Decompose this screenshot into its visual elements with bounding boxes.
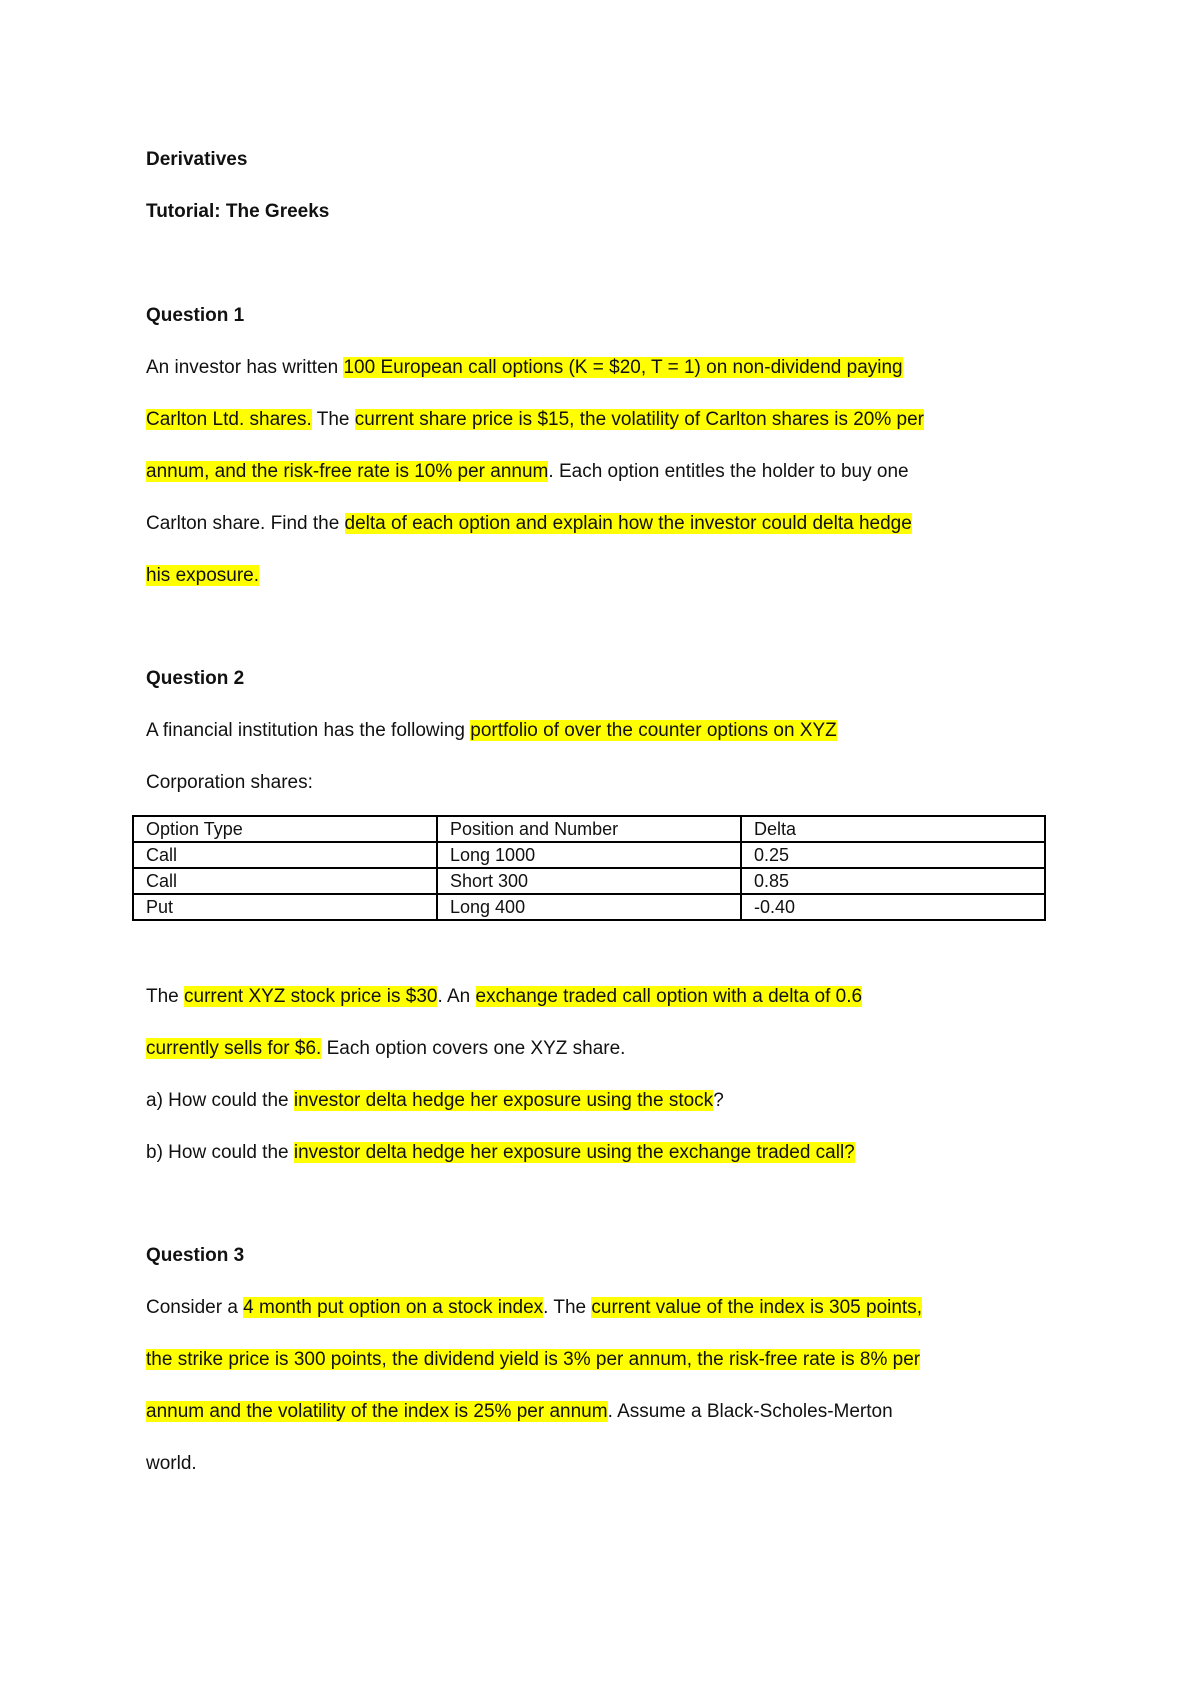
- text-run: a) How could the: [146, 1090, 294, 1111]
- highlighted-text: his exposure.: [146, 565, 260, 586]
- highlighted-text: current XYZ stock price is $30: [184, 986, 438, 1007]
- question-1-line-1: [146, 354, 903, 382]
- text-run: The: [146, 986, 185, 1007]
- highlighted-text: currently sells for $6.: [146, 1038, 322, 1059]
- text-run: . An: [437, 986, 476, 1007]
- highlighted-text: current value of the index is 305 points,: [591, 1297, 922, 1318]
- highlighted-text: portfolio of over the counter options on XYZ: [470, 720, 837, 741]
- table-header-row: [133, 816, 1045, 842]
- text-run: The: [311, 409, 355, 430]
- question-3-line-4: [146, 1450, 197, 1478]
- text-run: Consider a: [146, 1297, 244, 1318]
- document-title: Derivatives: [146, 149, 248, 170]
- question-1-line-5: [146, 562, 259, 590]
- question-3-line-1: [146, 1294, 922, 1322]
- highlighted-text: annum, and the risk-free rate is 10% per annum: [146, 461, 549, 482]
- text-run: . The: [543, 1297, 592, 1318]
- highlighted-text: investor delta hedge her exposure using the exchange traded call?: [293, 1142, 855, 1163]
- table-cell: 0.85: [741, 868, 1045, 894]
- highlighted-text: delta of each option and explain how the investor could delta hedge: [344, 513, 912, 534]
- table-row: [133, 842, 1045, 868]
- highlighted-text: 100 European call options (K = $20, T = 1) on non-dividend paying: [343, 357, 903, 378]
- text-run: world.: [146, 1453, 197, 1474]
- options-portfolio-table: [132, 815, 1046, 921]
- question-1-line-4: [146, 510, 912, 538]
- table-cell: Call: [133, 842, 437, 868]
- table-cell: Put: [133, 894, 437, 920]
- table-cell: Long 400: [437, 894, 741, 920]
- table-cell: Long 1000: [437, 842, 741, 868]
- question-2-line-1: [146, 717, 837, 745]
- highlighted-text: Carlton Ltd. shares.: [146, 409, 312, 430]
- text-run: A financial institution has the following: [146, 720, 471, 741]
- question-1-line-3: [146, 458, 909, 486]
- highlighted-text: the strike price is 300 points, the dividend yield is 3% per annum, the risk-free rate is 8% per: [146, 1349, 921, 1370]
- table-row: [133, 868, 1045, 894]
- table-cell: Short 300: [437, 868, 741, 894]
- table-header-cell: Position and Number: [437, 816, 741, 842]
- question-3-heading: Question 3: [146, 1245, 245, 1266]
- table-row: [133, 894, 1045, 920]
- highlighted-text: 4 month put option on a stock index: [243, 1297, 544, 1318]
- question-1-line-2: [146, 406, 924, 434]
- text-run: b) How could the: [146, 1142, 294, 1163]
- highlighted-text: annum and the volatility of the index is 25% per annum: [146, 1401, 608, 1422]
- document-subtitle: Tutorial: The Greeks: [146, 201, 330, 222]
- table-header-cell: Delta: [741, 816, 1045, 842]
- question-3-line-3: [146, 1398, 893, 1426]
- text-run: Carlton share. Find the: [146, 513, 345, 534]
- question-1-heading: Question 1: [146, 305, 245, 326]
- question-2-line-2: [146, 769, 313, 797]
- question-2-heading: Question 2: [146, 668, 245, 689]
- highlighted-text: current share price is $15, the volatility of Carlton shares is 20% per: [354, 409, 924, 430]
- table-cell: -0.40: [741, 894, 1045, 920]
- text-run: Corporation shares:: [146, 772, 313, 793]
- question-2-line-3: [146, 983, 862, 1011]
- highlighted-text: investor delta hedge her exposure using the stock: [293, 1090, 714, 1111]
- text-run: An investor has written: [146, 357, 344, 378]
- table-header-cell: Option Type: [133, 816, 437, 842]
- text-run: . Each option entitles the holder to buy one: [548, 461, 909, 482]
- table-cell: Call: [133, 868, 437, 894]
- question-2-line-4: [146, 1035, 625, 1063]
- question-2-part-b: [146, 1139, 855, 1167]
- question-3-line-2: [146, 1346, 920, 1374]
- question-2-part-a: [146, 1087, 724, 1115]
- table-cell: 0.25: [741, 842, 1045, 868]
- text-run: . Assume a Black-Scholes-Merton: [607, 1401, 893, 1422]
- text-run: Each option covers one XYZ share.: [321, 1038, 626, 1059]
- highlighted-text: exchange traded call option with a delta of 0.6: [475, 986, 863, 1007]
- text-run: ?: [713, 1090, 724, 1111]
